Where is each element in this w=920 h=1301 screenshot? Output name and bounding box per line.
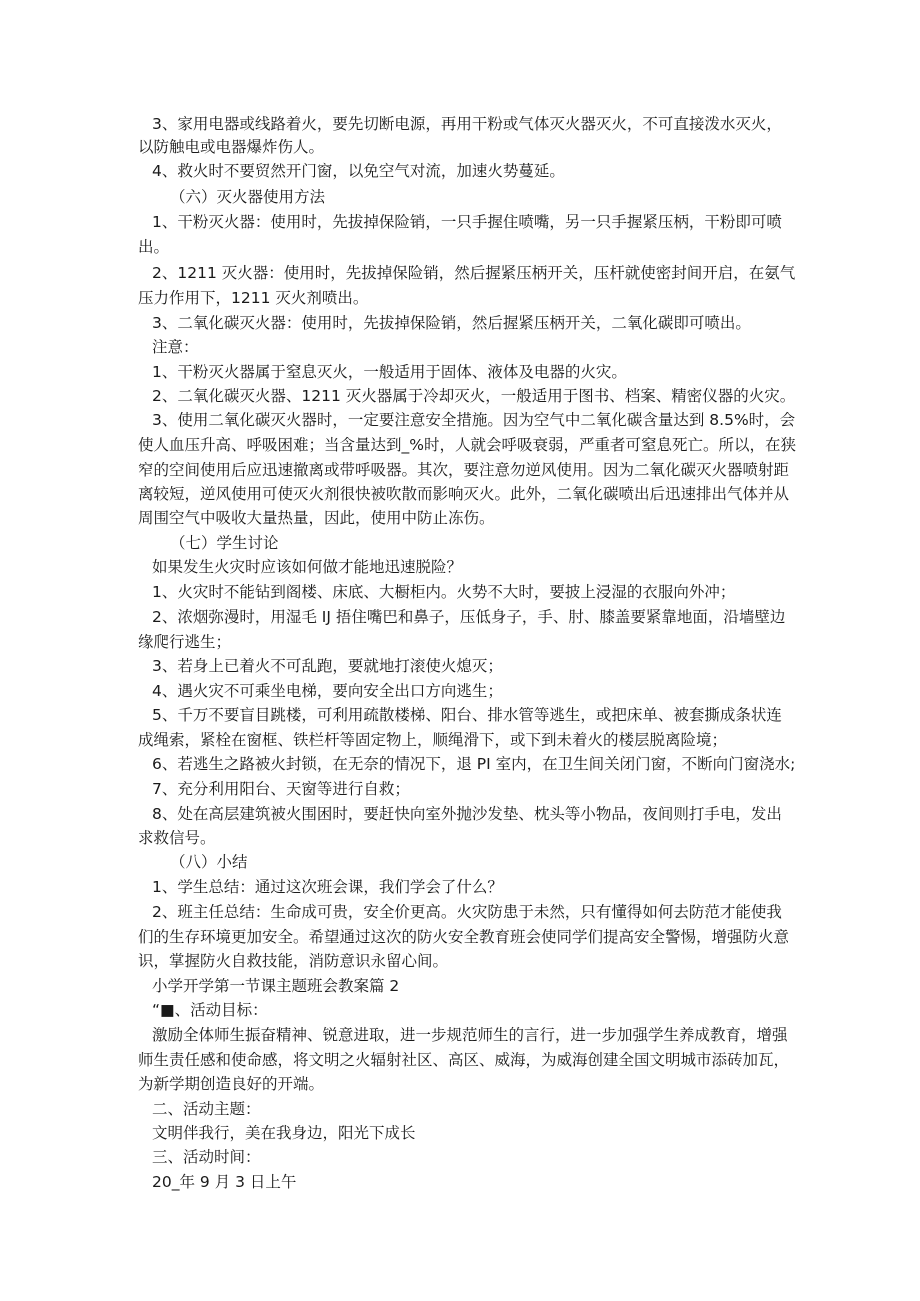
section-heading: 三、活动时间： (152, 1148, 261, 1166)
text-line: 3、使用二氧化碳灭火器时，一定要注意安全措施。因为空气中二氧化碳含量达到 8.5%时，会 (152, 411, 796, 429)
text-line: 1、学生总结：通过这次班会课，我们学会了什么？ (152, 878, 503, 896)
text-line: 师生责任感和使命感，将文明之火辐射社区、高区、威海，为威海创建全国文明城市添砖加瓦， (138, 1051, 790, 1069)
text-line: 1、火灾时不能钻到阁楼、床底、大橱柜内。火势不大时，要披上浸湿的衣服向外冲； (152, 583, 736, 601)
section-heading: （七）学生讨论 (170, 534, 279, 552)
text-line: 7、充分利用阳台、天窗等进行自救； (152, 780, 410, 798)
text-line: 成绳索，紧栓在窗框、铁栏杆等固定物上，顺绳滑下，或下到未着火的楼层脱离险境； (138, 731, 728, 749)
text-line: 以防触电或电器爆炸伤人。 (138, 138, 325, 156)
text-line: 1、干粉灭火器属于窒息灭火，一般适用于固体、液体及电器的火灾。 (152, 363, 627, 381)
article-title: 小学开学第一节课主题班会教案篇 2 (152, 977, 400, 995)
text-line: 1、干粉灭火器：使用时，先拔掉保险销，一只手握住喷嘴，另一只手握紧压柄，干粉即可喷 (152, 213, 782, 231)
text-line: 为新学期创造良好的开端。 (138, 1075, 325, 1093)
text-line: 使人血压升高、呼吸困难；当含量达到_%时，人就会呼吸衰弱，严重者可窒息死亡。所以，在狭 (138, 436, 796, 454)
section-heading: （八）小结 (170, 853, 248, 871)
text-line: 离较短，逆风使用可使灭火剂很快被吹散而影响灭火。此外，二氧化碳喷出后迅速排出气体并从 (138, 485, 790, 503)
text-line: 们的生存环境更加安全。希望通过这次的防火安全教育班会使同学们提高安全警惕，增强防火意 (138, 928, 790, 946)
text-line: 出。 (138, 238, 170, 256)
text-line: 缘爬行逃生； (138, 633, 232, 651)
text-line: 如果发生火灾时应该如何做才能地迅速脱险？ (152, 558, 463, 576)
text-line: 4、遇火灾不可乘坐电梯，要向安全出口方向逃生； (152, 682, 503, 700)
text-line: 3、二氧化碳灭火器：使用时，先拔掉保险销，然后握紧压柄开关，二氧化碳即可喷出。 (152, 314, 751, 332)
text-line: 2、班主任总结：生命成可贵，安全价更高。火灾防患于未然，只有懂得如何去防范才能使我 (152, 903, 782, 921)
text-line: 求救信号。 (138, 829, 216, 847)
section-heading: “■、活动目标： (152, 1001, 268, 1019)
section-heading: （六）灭火器使用方法 (170, 188, 326, 206)
text-line: 6、若逃生之路被火封锁，在无奈的情况下，退 PI 室内，在卫生间关闭门窗，不断向门窗浇水; (152, 755, 796, 773)
text-line: 窄的空间使用后应迅速撤离或带呼吸器。其次，要注意勿逆风使用。因为二氧化碳灭火器喷射距 (138, 461, 790, 479)
section-heading: 二、活动主题： (152, 1100, 261, 1118)
text-line: 2、1211 灭火器：使用时，先拔掉保险销，然后握紧压柄开关，压杆就使密封间开启，在氨气 (152, 264, 796, 282)
text-line: 3、若身上已着火不可乱跑，要就地打滚使火熄灭； (152, 657, 503, 675)
text-line: 文明伴我行，美在我身边，阳光下成长 (152, 1124, 416, 1142)
text-line: 5、千万不要盲目跳楼，可利用疏散楼梯、阳台、排水管等逃生，或把床单、被套撕成条状连 (152, 706, 782, 724)
text-line: 8、处在高层建筑被火围困时，要赶快向室外抛沙发垫、枕头等小物品，夜间则打手电，发出 (152, 805, 782, 823)
text-line: 2、浓烟弥漫时，用湿毛 IJ 捂住嘴巴和鼻子，压低身子，手、肘、膝盖要紧靠地面，沿墙壁边 (152, 608, 786, 626)
text-line: 3、家用电器或线路着火，要先切断电源，再用干粉或气体灭火器灭火，不可直接泼水灭火， (152, 115, 782, 133)
text-line: 4、救火时不要贸然开门窗，以免空气对流，加速火势蔓延。 (152, 162, 565, 180)
text-line: 注意： (152, 338, 199, 356)
text-line: 2、二氧化碳灭火器、1211 灭火器属于冷却灭火，一般适用于图书、档案、精密仪器的火灾。 (152, 387, 796, 405)
text-line: 压力作用下，1211 灭火剂喷出。 (138, 289, 369, 307)
text-line: 激励全体师生振奋精神、锐意进取，进一步规范师生的言行，进一步加强学生养成教育，增强 (152, 1026, 788, 1044)
text-line: 周围空气中吸收大量热量，因此，使用中防止冻伤。 (138, 509, 495, 527)
text-line: 20_年 9 月 3 日上午 (152, 1173, 297, 1191)
text-line: 识，掌握防火自救技能，消防意识永留心间。 (138, 952, 449, 970)
